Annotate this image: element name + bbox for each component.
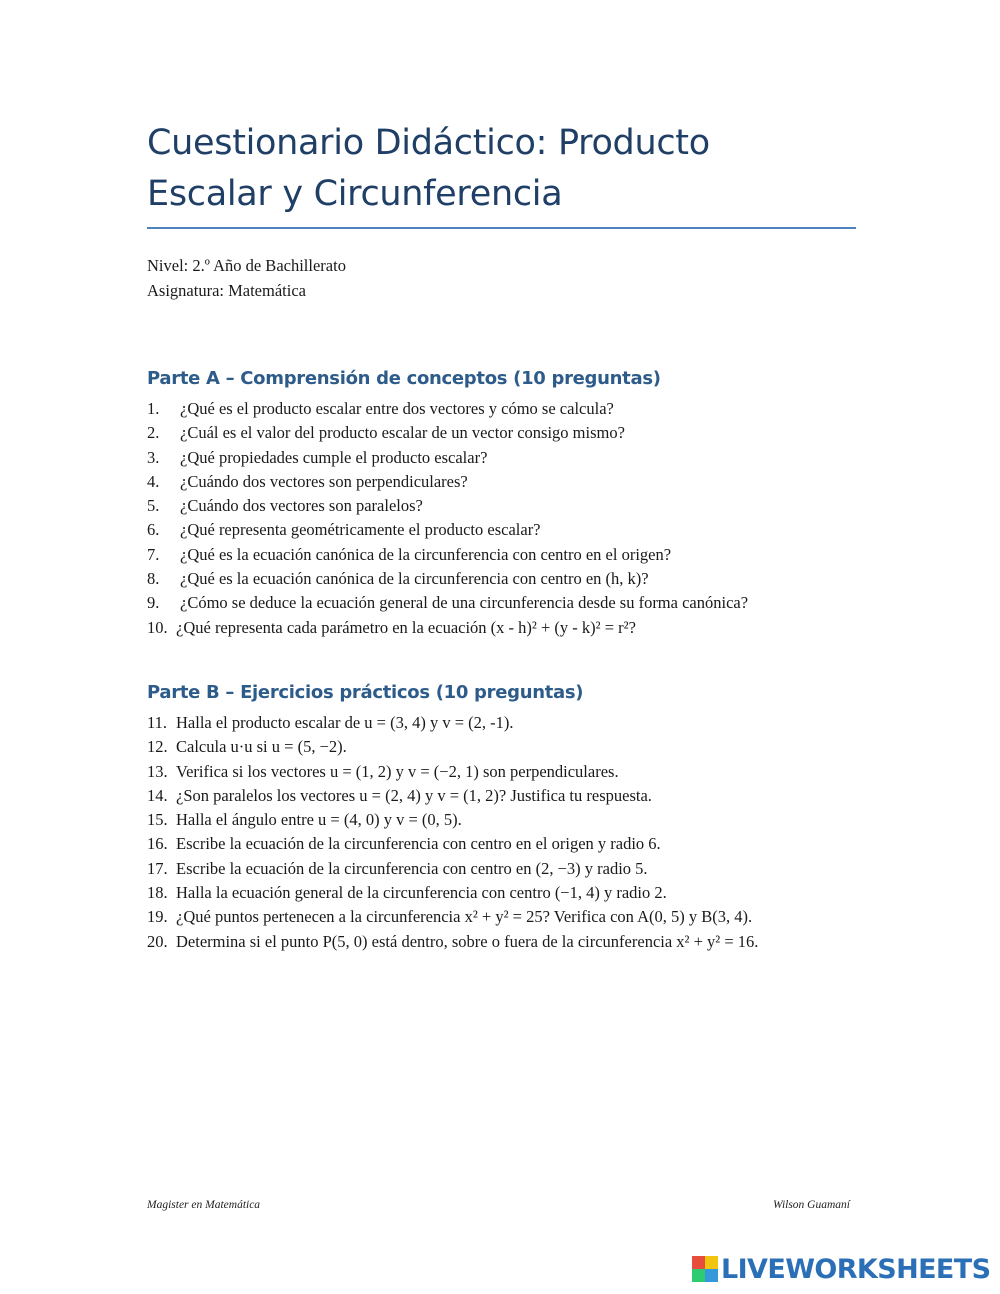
- question-number: 10.: [147, 617, 168, 637]
- document-meta: [147, 254, 346, 303]
- question-number: 7.: [147, 544, 160, 564]
- question-number: 4.: [147, 471, 160, 491]
- question-text: ¿Qué es el producto escalar entre dos vectores y cómo se calcula?: [180, 399, 614, 418]
- question-text: Verifica si los vectores u = (1, 2) y v = (−2, 1) son perpendiculares.: [176, 761, 619, 781]
- question-number: 15.: [147, 810, 168, 830]
- question-number: 13.: [147, 761, 168, 781]
- question-item: [147, 421, 748, 445]
- question-item: [147, 857, 758, 881]
- title-divider: [147, 227, 856, 229]
- question-text: ¿Son paralelos los vectores u = (2, 4) y v = (1, 2)? Justifica tu respuesta.: [176, 785, 652, 805]
- question-item: [147, 470, 748, 494]
- part-b-heading: Parte B – Ejercicios prácticos (10 preguntas): [147, 682, 584, 703]
- logo-square-i: [705, 1256, 718, 1269]
- part-a-question-list: [147, 397, 748, 640]
- question-text: ¿Qué propiedades cumple el producto escalar?: [180, 447, 488, 467]
- question-item: [147, 591, 748, 615]
- question-item: [147, 494, 748, 518]
- question-item: [147, 518, 748, 542]
- footer-right: Wilson Guamaní: [773, 1199, 850, 1211]
- question-item: [147, 711, 758, 735]
- question-text: Escribe la ecuación de la circunferencia con centro en (2, −3) y radio 5.: [176, 858, 648, 878]
- question-item: [147, 543, 748, 567]
- liveworksheets-logo-text: LIVEWORKSHEETS: [721, 1253, 991, 1285]
- level-text: Nivel: 2.º Año de Bachillerato: [147, 256, 346, 275]
- question-item: [147, 446, 748, 470]
- part-a-heading: Parte A – Comprensión de conceptos (10 preguntas): [147, 368, 661, 389]
- question-text: ¿Cuál es el valor del producto escalar de un vector consigo mismo?: [180, 423, 625, 443]
- question-text: ¿Qué es la ecuación canónica de la circunferencia con centro en (h, k)?: [180, 569, 649, 589]
- question-text: ¿Cómo se deduce la ecuación general de una circunferencia desde su forma canónica?: [180, 593, 749, 613]
- question-text: Calcula u·u si u = (5, −2).: [176, 737, 347, 757]
- question-item: [147, 784, 758, 808]
- liveworksheets-logo-icon: [692, 1256, 718, 1282]
- subject-text: Asignatura: Matemática: [147, 280, 306, 300]
- question-item: [147, 881, 758, 905]
- question-text: Halla la ecuación general de la circunferencia con centro (−1, 4) y radio 2.: [176, 883, 667, 903]
- question-text: ¿Qué es la ecuación canónica de la circunferencia con centro en el origen?: [180, 544, 672, 564]
- question-item: [147, 616, 748, 640]
- question-number: 11.: [147, 713, 168, 732]
- question-number: 17.: [147, 858, 168, 878]
- question-text: ¿Cuándo dos vectores son perpendiculares?: [180, 471, 468, 491]
- question-number: 9.: [147, 593, 160, 613]
- question-item: [147, 567, 748, 591]
- question-text: Determina si el punto P(5, 0) está dentro, sobre o fuera de la circunferencia x² + y² = 16.: [176, 931, 759, 951]
- question-number: 12.: [147, 737, 168, 757]
- question-number: 20.: [147, 931, 168, 951]
- question-item: [147, 905, 758, 929]
- question-item: [147, 760, 758, 784]
- question-number: 1.: [147, 399, 160, 418]
- question-text: ¿Cuándo dos vectores son paralelos?: [180, 496, 423, 516]
- question-number: 18.: [147, 883, 168, 903]
- logo-square-e: [705, 1269, 718, 1282]
- document-title: [147, 118, 857, 220]
- question-item: [147, 735, 758, 759]
- footer-left: Magister en Matemática: [147, 1199, 261, 1211]
- question-item: [147, 930, 758, 954]
- question-number: 6.: [147, 520, 160, 540]
- question-text: Halla el ángulo entre u = (4, 0) y v = (0, 5).: [176, 810, 462, 830]
- question-number: 8.: [147, 569, 160, 589]
- question-number: 3.: [147, 447, 160, 467]
- question-item: [147, 808, 758, 832]
- question-number: 5.: [147, 496, 160, 516]
- question-text: ¿Qué representa geométricamente el producto escalar?: [180, 520, 541, 540]
- title-line-2: Escalar y Circunferencia: [147, 174, 563, 214]
- part-b-question-list: [147, 711, 758, 954]
- question-item: [147, 397, 748, 421]
- question-text: ¿Qué representa cada parámetro en la ecuación (x - h)² + (y - k)² = r²?: [176, 617, 636, 637]
- question-text: Halla el producto escalar de u = (3, 4) y v = (2, -1).: [176, 713, 514, 732]
- title-line-1: Cuestionario Didáctico: Producto: [147, 123, 710, 163]
- question-text: ¿Qué puntos pertenecen a la circunferencia x² + y² = 25? Verifica con A(0, 5) y B(3, 4).: [176, 907, 753, 927]
- question-number: 14.: [147, 785, 168, 805]
- question-number: 2.: [147, 423, 160, 443]
- liveworksheets-logo[interactable]: [692, 1253, 990, 1285]
- question-number: 19.: [147, 907, 168, 927]
- question-item: [147, 832, 758, 856]
- logo-square-l: [692, 1256, 705, 1269]
- question-text: Escribe la ecuación de la circunferencia con centro en el origen y radio 6.: [176, 834, 661, 854]
- logo-square-v: [692, 1269, 705, 1282]
- question-number: 16.: [147, 834, 168, 854]
